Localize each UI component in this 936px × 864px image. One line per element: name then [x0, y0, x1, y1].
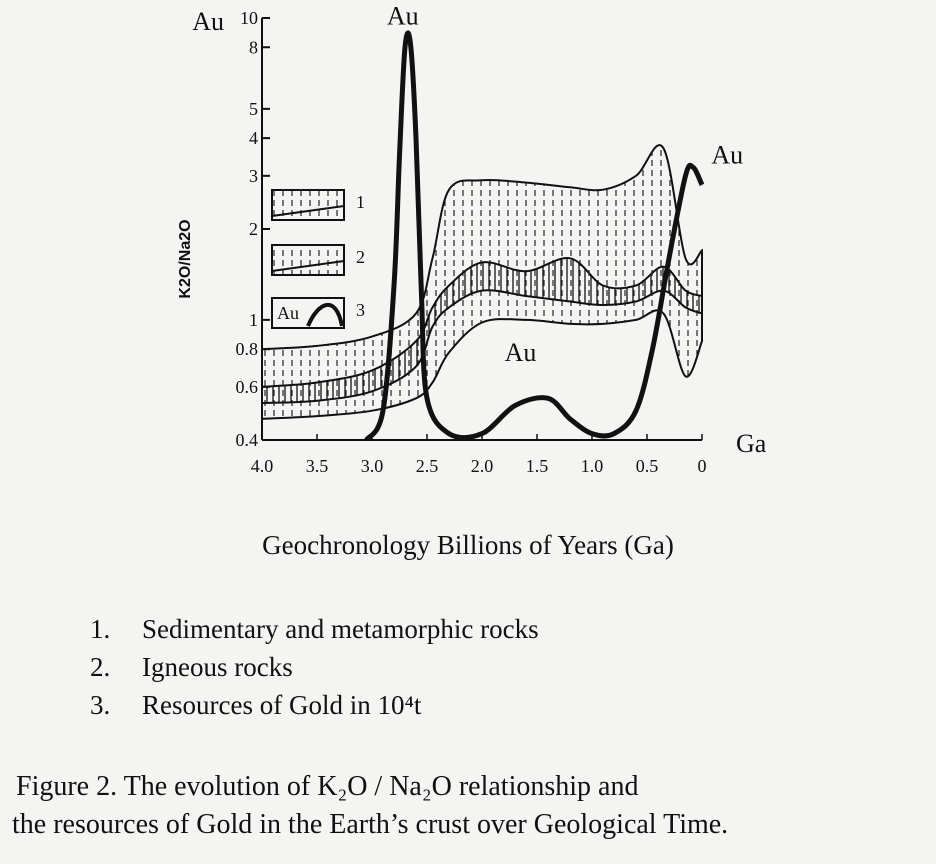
chart-legend — [272, 190, 365, 328]
x-axis-unit: Ga — [736, 429, 767, 458]
y-tick-label: 8 — [249, 37, 258, 58]
y-axis-label: K2O/Na2O — [177, 219, 194, 299]
caption-legend-item — [90, 648, 539, 686]
caption-legend-item — [90, 686, 539, 724]
legend-number: 3 — [356, 300, 365, 320]
figure-caption — [12, 768, 728, 844]
band-layer — [262, 145, 702, 419]
y-tick-label: 0.4 — [235, 430, 258, 450]
x-tick-label: 3.0 — [360, 456, 384, 476]
y-tick-label: 0.6 — [235, 376, 258, 397]
legend-number: 2 — [356, 247, 365, 267]
caption-legend — [90, 610, 539, 724]
au-annotation: Au — [504, 338, 537, 368]
legend-swatch-curve — [308, 305, 342, 326]
y-tick-label: 1 — [249, 309, 258, 330]
caption-legend-item — [90, 610, 539, 648]
au-annotation: Au — [711, 140, 744, 170]
caption-legend-text: Sedimentary and metamorphic rocks — [142, 614, 539, 644]
caption-legend-number: 2. — [90, 652, 111, 682]
x-tick-label: 1.0 — [580, 456, 604, 476]
figure-caption-line: Figure 2. The evolution of K₂O / Na₂O relationship and — [16, 771, 639, 802]
x-tick-label: 0 — [697, 456, 707, 476]
x-tick-label: 1.5 — [525, 456, 549, 476]
x-tick-label: 2.5 — [415, 456, 439, 476]
x-tick-label: 4.0 — [250, 456, 274, 476]
y-tick-label: 3 — [249, 165, 258, 186]
x-axis-title: Geochronology Billions of Years (Ga) — [262, 530, 674, 560]
y-tick-label: 10 — [240, 8, 258, 28]
caption-legend-text: Igneous rocks — [142, 652, 293, 682]
x-tick-label: 0.5 — [635, 456, 659, 476]
y-axis-top-label: Au — [192, 7, 224, 36]
legend-swatch-text: Au — [277, 303, 299, 323]
y-tick-label: 0.8 — [235, 339, 258, 360]
legend-number: 1 — [356, 192, 365, 212]
caption-legend-text: Resources of Gold in 10⁴t — [142, 690, 422, 720]
figure-caption-line: the resources of Gold in the Earth’s crust over Geological Time. — [12, 809, 729, 840]
caption-legend-number: 3. — [90, 690, 111, 720]
au-annotation: Au — [386, 1, 419, 31]
y-tick-label: 4 — [249, 128, 258, 149]
caption-legend-number: 1. — [90, 614, 111, 644]
x-tick-label: 3.5 — [305, 456, 329, 476]
x-tick-label: 2.0 — [470, 456, 494, 476]
y-tick-label: 2 — [249, 219, 258, 239]
y-tick-label: 5 — [249, 98, 258, 119]
